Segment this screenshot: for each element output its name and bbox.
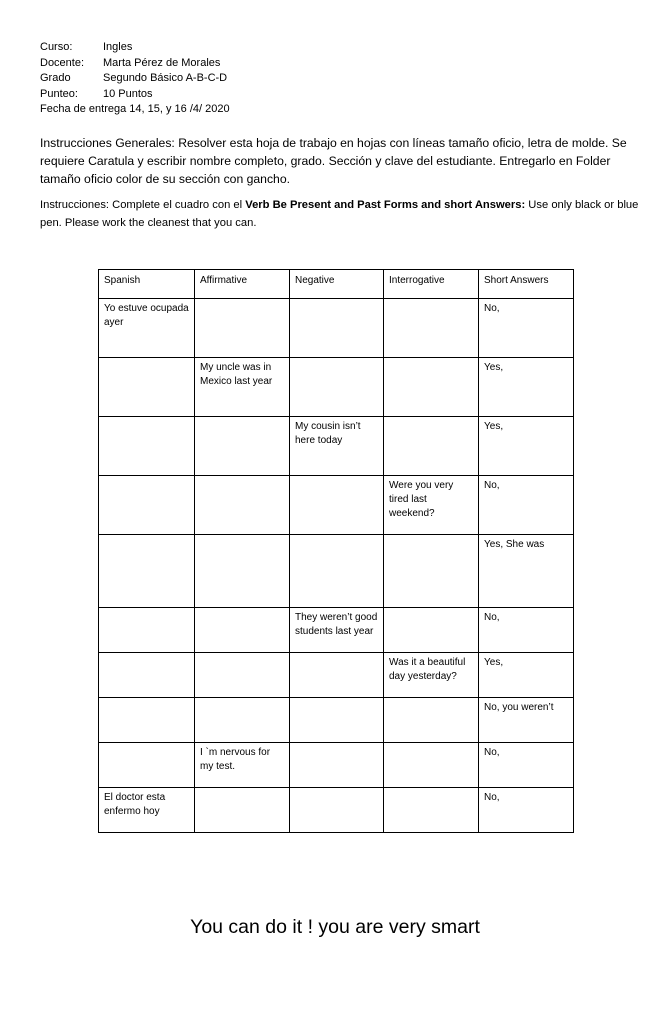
- cell-interrogative: [384, 535, 479, 608]
- table-row: [99, 535, 574, 608]
- cell-negative: [290, 535, 384, 608]
- header-spanish: Spanish: [99, 270, 195, 299]
- cell-spanish: El doctor esta enfermo hoy: [99, 788, 195, 833]
- cell-short-answer: Yes,: [479, 358, 574, 417]
- table-row: [99, 299, 574, 358]
- cell-negative: [290, 698, 384, 743]
- worksheet-instructions: [40, 196, 640, 232]
- cell-interrogative: [384, 698, 479, 743]
- cell-short-answer: No,: [479, 299, 574, 358]
- cell-spanish: [99, 476, 195, 535]
- instructions-lead: Instrucciones: Complete el cuadro con el: [40, 199, 246, 211]
- cell-affirmative: [195, 698, 290, 743]
- table-row: [99, 698, 574, 743]
- cell-affirmative: [195, 535, 290, 608]
- grado-value: Segundo Básico A-B-C-D: [103, 72, 228, 84]
- punteo-value: 10 Puntos: [103, 87, 153, 100]
- cell-affirmative: My uncle was in Mexico last year: [195, 358, 290, 417]
- cell-short-answer: No,: [479, 608, 574, 653]
- cell-affirmative: [195, 417, 290, 476]
- punteo-line: [40, 87, 230, 103]
- document-header: [40, 40, 230, 118]
- fecha-entrega: Fecha de entrega 14, 15, y 16 /4/ 2020: [40, 103, 230, 115]
- table-row: [99, 653, 574, 698]
- table-row: [99, 743, 574, 788]
- header-affirmative: Affirmative: [195, 270, 290, 299]
- cell-interrogative: Was it a beautiful day yesterday?: [384, 653, 479, 698]
- cell-interrogative: [384, 788, 479, 833]
- cell-interrogative: [384, 417, 479, 476]
- cell-spanish: [99, 608, 195, 653]
- table-row: [99, 608, 574, 653]
- cell-short-answer: Yes,: [479, 653, 574, 698]
- cell-spanish: [99, 698, 195, 743]
- cell-spanish: Yo estuve ocupada ayer: [99, 299, 195, 358]
- verb-be-table: [98, 269, 574, 833]
- cell-affirmative: [195, 476, 290, 535]
- cell-interrogative: [384, 299, 479, 358]
- general-instructions: Instrucciones Generales: Resolver esta hoja de trabajo en hojas con líneas tamaño oficio, letra de molde. Se requiere Caratula y escribir nombre completo, grado. Sección y clave del estudiante. Entregarlo en Folder tamaño oficio color de su sección con gancho.: [40, 136, 627, 186]
- cell-affirmative: I `m nervous for my test.: [195, 743, 290, 788]
- cell-spanish: [99, 358, 195, 417]
- grado-line: [40, 71, 230, 87]
- cell-short-answer: No,: [479, 743, 574, 788]
- encouragement-footer: You can do it ! you are very smart: [190, 916, 480, 938]
- table-row: [99, 358, 574, 417]
- cell-spanish: [99, 417, 195, 476]
- cell-negative: [290, 299, 384, 358]
- cell-affirmative: [195, 608, 290, 653]
- docente-label: Docente:: [40, 56, 85, 69]
- cell-affirmative: [195, 788, 290, 833]
- cell-interrogative: [384, 608, 479, 653]
- cell-spanish: [99, 535, 195, 608]
- grado-label: Grado: [40, 72, 71, 84]
- cell-negative: My cousin isn’t here today: [290, 417, 384, 476]
- table-row: [99, 788, 574, 833]
- cell-negative: They weren’t good students last year: [290, 608, 384, 653]
- cell-negative: [290, 358, 384, 417]
- table-row: [99, 476, 574, 535]
- docente-value: Marta Pérez de Morales: [103, 56, 221, 69]
- cell-short-answer: Yes,: [479, 417, 574, 476]
- header-negative: Negative: [290, 270, 384, 299]
- punteo-label: Punteo:: [40, 87, 78, 100]
- curso-label: Curso:: [40, 41, 73, 53]
- table-row: [99, 417, 574, 476]
- cell-spanish: [99, 743, 195, 788]
- header-interrogative: Interrogative: [384, 270, 479, 299]
- curso-value: Ingles: [103, 41, 133, 53]
- cell-negative: [290, 653, 384, 698]
- docente-line: [40, 56, 230, 72]
- instructions-topic: Verb Be Present and Past Forms and short Answers:: [245, 199, 526, 211]
- curso-line: [40, 40, 230, 56]
- cell-interrogative: [384, 358, 479, 417]
- cell-negative: [290, 476, 384, 535]
- cell-negative: [290, 743, 384, 788]
- cell-short-answer: No, you weren’t: [479, 698, 574, 743]
- header-short-answers: Short Answers: [479, 270, 574, 299]
- cell-short-answer: Yes, She was: [479, 535, 574, 608]
- cell-affirmative: [195, 653, 290, 698]
- table-header-row: [99, 270, 574, 299]
- cell-short-answer: No,: [479, 476, 574, 535]
- cell-short-answer: No,: [479, 788, 574, 833]
- cell-affirmative: [195, 299, 290, 358]
- cell-negative: [290, 788, 384, 833]
- cell-spanish: [99, 653, 195, 698]
- instructions-tail: Use only black or blue pen. Please work the cleanest that you can.: [40, 199, 639, 229]
- cell-interrogative: [384, 743, 479, 788]
- cell-interrogative: Were you very tired last weekend?: [384, 476, 479, 535]
